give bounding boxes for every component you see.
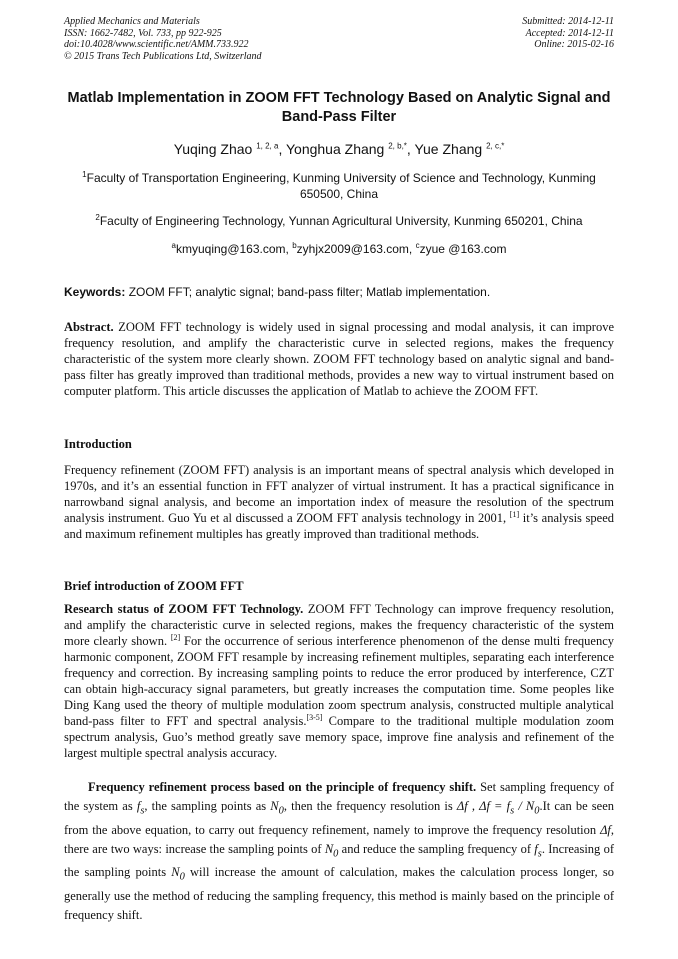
affiliation-2 — [64, 214, 614, 230]
abstract-text: ZOOM FFT technology is widely used in signal processing and modal analysis, it can improve frequency resolution, and amplify the characteristic curve in selected regions, makes the frequency characteristic of the system more clearly shown. ZOOM FFT technology based on analytic signal and band-pass filter has greatly improved than traditional methods, provides a new way to virtual instrument based on computer platform. This article discusses the application of Matlab to achieve the ZOOM FFT. — [64, 320, 615, 398]
paragraph-lead: Frequency refinement process based on the principle of frequency shift. — [88, 780, 477, 794]
keywords-text: ZOOM FFT; analytic signal; band-pass filter; Matlab implementation. — [128, 285, 491, 299]
abstract — [64, 319, 614, 399]
email-address: kmyuqing@163.com, — [175, 242, 289, 256]
paragraph-lead: Research status of ZOOM FFT Technology. — [64, 602, 304, 616]
math-fs: $f_s$ — [534, 841, 542, 859]
paragraph-text: , the sampling points as — [144, 799, 267, 813]
affiliation-mark: 2 — [95, 213, 100, 222]
paragraph-text: will increase the amount of calculation, makes the calculation process longer, so generally use the method of reducing the sampling frequency, this method is mainly based on the principle of frequency shift. — [64, 865, 614, 922]
intro-text: it’s analysis speed and maximum refinement multiples has greatly improved than traditional methods. — [64, 511, 615, 541]
frequency-refinement-paragraph — [64, 778, 614, 925]
math-fs: $f_s$ — [136, 799, 145, 817]
section-heading-introduction: Introduction — [64, 437, 132, 451]
paragraph-text: and reduce the sampling frequency of — [341, 841, 531, 856]
email-list — [64, 242, 614, 257]
online-date: Online: 2015-02-16 — [534, 39, 614, 50]
email-mark: a — [171, 241, 176, 250]
citation-ref: [2] — [170, 632, 181, 642]
accepted-date: Accepted: 2014-12-11 — [525, 27, 614, 39]
author-name: Yuqing Zhao — [173, 141, 253, 157]
doi-line: doi:10.4028/www.scientific.net/AMM.733.922 — [64, 39, 249, 50]
intro-text: Frequency refinement (ZOOM FFT) analysis is an important means of spectral analysis which developed in 1970s, and it’s an essential function in FFT analyzer of virtual instrument. It has a practical significance in narrowband signal analysis, and become an importation index of measure the resolution of the spectrum analysis instrument. Guo Yu et al discussed a ZOOM FFT analysis technology in 2001, — [64, 463, 614, 525]
section-heading-brief: Brief introduction of ZOOM FFT — [64, 579, 244, 593]
math-delta-f: Δf — [600, 822, 611, 837]
author-affil-mark: 2, c,* — [486, 141, 505, 151]
author-affil-mark: 1, 2, a — [256, 141, 279, 151]
research-status-paragraph — [64, 601, 614, 761]
journal-info — [64, 16, 262, 62]
paragraph-text: .It can be seen from the above equation, to carry out frequency refinement, namely to improve the frequency resolution — [64, 799, 615, 837]
introduction-paragraph — [64, 462, 614, 542]
paper-title: Matlab Implementation in ZOOM FFT Technology Based on Analytic Signal and Band-Pass Filter — [67, 90, 611, 125]
paragraph-text: , there are two ways: increase the sampling points of — [64, 822, 615, 856]
paragraph-text: , then the frequency resolution is — [283, 799, 453, 813]
author-name: Yue Zhang — [414, 141, 483, 157]
keywords-label: Keywords: — [64, 285, 126, 299]
paragraph-text: Compare to the traditional multiple modulation zoom spectrum analysis, Guo’s method greatly save memory space, improve fine analysis and refinement of the largest multiple spectral analysis accuracy. — [64, 714, 614, 760]
copyright-line: © 2015 Trans Tech Publications Ltd, Switzerland — [64, 50, 262, 62]
email-mark: c — [415, 241, 420, 250]
paragraph-text: For the occurrence of serious interference phenomenon of the dense multi frequency harmonic component, ZOOM FFT resample by increasing refinement multiples, separating each interference frequency and correction. By increasing sampling points to reduce the error produced by interference, CZT can obtain high-accuracy signal parameters, but greatly increases the computation time. Some peoples like Ding Kang used the theory of multiple modulation zoom spectrum analysis, constructed multiple analytical band-pass filter to FFT and spectral analysis. — [64, 634, 614, 728]
paragraph-text: . Increasing of the sampling points — [64, 841, 615, 879]
journal-name: Applied Mechanics and Materials — [64, 16, 200, 27]
email-address: zyhjx2009@163.com, — [296, 242, 413, 256]
math-resolution-equation: Δf , $\Delta f = f_s / N_0$ — [456, 799, 540, 817]
math-n0: $N_0$ — [324, 841, 339, 859]
paragraph-text: ZOOM FFT Technology can improve frequency resolution, and amplify the characteristic curve in selected regions, makes the frequency characteristic of the system more clearly shown. — [64, 602, 614, 648]
affiliation-1 — [64, 171, 614, 202]
paragraph-text: Set sampling frequency of the system as — [64, 780, 615, 813]
author-name: Yonghua Zhang — [285, 141, 385, 157]
math-n0: $N_0$ — [270, 799, 284, 817]
affiliation-text: Faculty of Transportation Engineering, Kunming University of Science and Technology, Kunming 650500, China — [86, 171, 596, 201]
author-affil-mark: 2, b,* — [388, 141, 407, 151]
abstract-label: Abstract. — [64, 320, 114, 334]
citation-ref: [1] — [509, 509, 520, 519]
email-mark: b — [292, 241, 297, 250]
citation-ref: [3-5] — [306, 712, 323, 722]
email-address: zyue @163.com — [419, 242, 507, 256]
issn-line: ISSN: 1662-7482, Vol. 733, pp 922-925 — [64, 27, 222, 39]
keywords — [64, 284, 614, 300]
affiliation-mark: 1 — [82, 170, 87, 179]
submission-dates — [522, 16, 614, 51]
affiliation-text: Faculty of Engineering Technology, Yunnan Agricultural University, Kunming 650201, China — [99, 214, 583, 228]
author-list: Yuqing Zhao $^{1, 2, a}$, Yonghua Zhang $^{2, b,*}$, Yue Zhang $^{2, c,*}$ — [173, 141, 505, 157]
submitted-date: Submitted: 2014-12-11 — [522, 16, 614, 27]
math-n0: $N_0$ — [171, 865, 185, 883]
